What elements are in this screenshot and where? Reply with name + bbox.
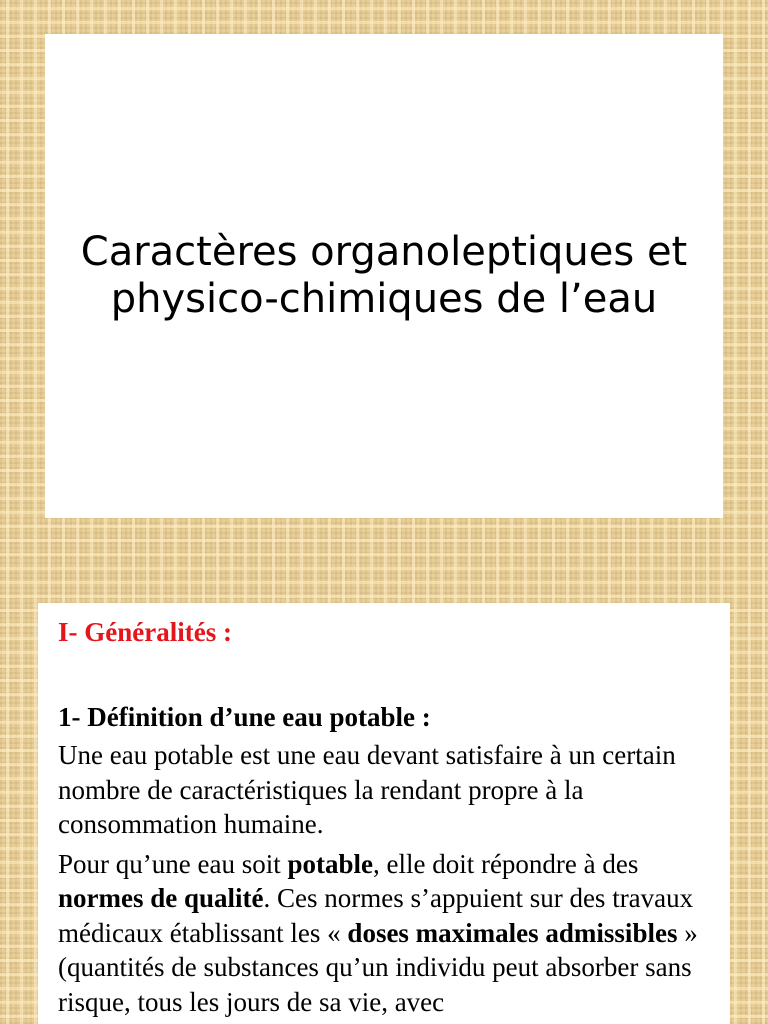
para2-text-3: . Ces normes s’appuient sur des travaux médicaux établissant les « <box>58 883 694 948</box>
sub-heading: 1- Définition d’une eau potable : <box>58 701 431 732</box>
slide-title <box>71 229 697 323</box>
para2-text-1: Pour qu’une eau soit <box>58 848 288 879</box>
slide-body <box>58 615 710 1019</box>
paragraph-norms <box>58 847 710 1020</box>
para2-bold-normes: normes de qualité <box>58 883 264 913</box>
para2-text-4: » (quantités de substances qu’un individu peut absorber sans risque, tous les jours de sa vie, avec <box>58 917 698 1017</box>
content-slide <box>38 603 730 1024</box>
title-slide <box>45 34 723 518</box>
para2-bold-potable: potable <box>287 848 373 879</box>
paragraph-definition: Une eau potable est une eau devant satisfaire à un certain nombre de caractéristiques la rendant propre à la consommation humaine. <box>58 740 676 839</box>
title-line-1: Caractères organoleptiques et <box>80 229 688 275</box>
para2-bold-doses: doses maximales admissibles <box>347 917 678 948</box>
section-heading: I- Généralités : <box>58 617 232 647</box>
para2-text-2: , elle doit répondre à des <box>372 848 639 879</box>
title-line-2: physico-chimiques de l’eau <box>110 276 658 322</box>
